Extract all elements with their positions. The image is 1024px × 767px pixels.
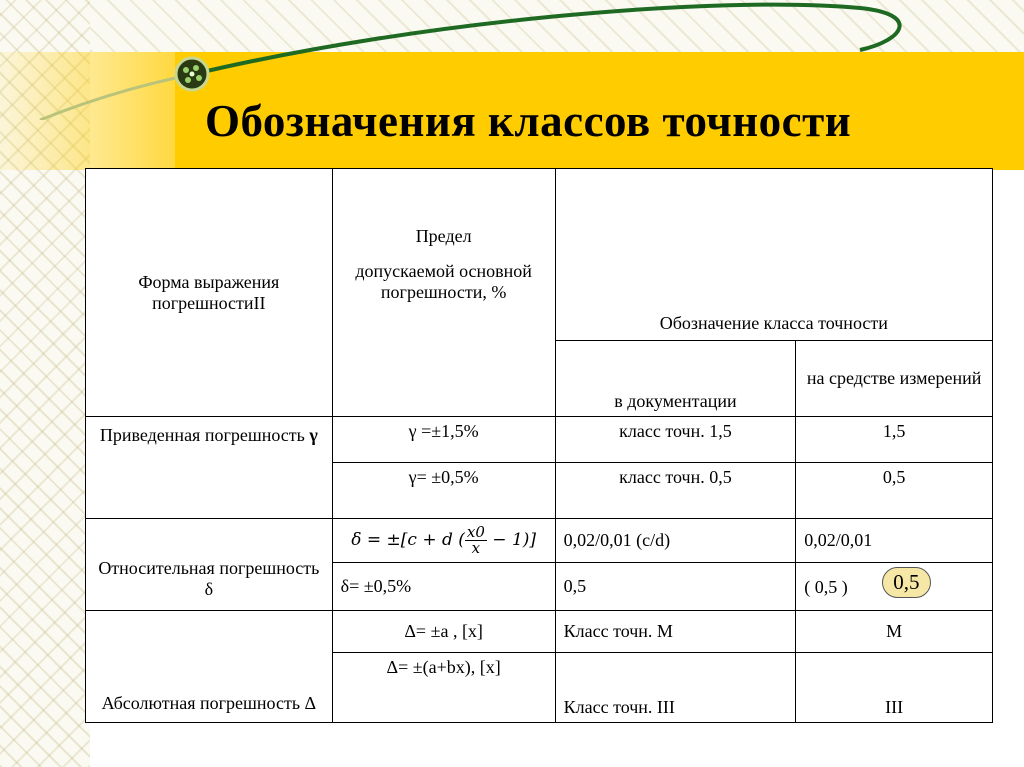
absolute-label: Абсолютная погрешность (101, 693, 301, 713)
relative-doc-1: 0,02/0,01 (c/d) (555, 519, 796, 563)
formula-fraction (465, 525, 487, 556)
relative-label-cell (86, 519, 333, 611)
relative-symbol: δ (204, 579, 214, 599)
absolute-limit-1: Δ= ±a , [x] (332, 611, 555, 653)
header-designation-text: Обозначение класса точности (659, 313, 888, 333)
formula-right: − 1)] (486, 530, 537, 550)
reduced-limit-2: γ= ±0,5% (332, 463, 555, 519)
header-limit (332, 169, 555, 417)
formula-denominator: x (471, 539, 481, 557)
formula-numerator: x0 (466, 523, 485, 541)
absolute-device-1: M (796, 611, 993, 653)
absolute-doc-2: Класс точн. III (555, 653, 796, 723)
formula-left: δ = ±[c + d ( (351, 530, 465, 550)
header-designation (555, 169, 992, 341)
header-limit-line1: Предел (415, 226, 472, 246)
reduced-label-cell (86, 417, 333, 519)
reduced-device-1: 1,5 (796, 417, 993, 463)
header-on-device: на средстве измерений (796, 341, 993, 417)
header-in-docs: в документации (555, 341, 796, 417)
absolute-symbol: Δ (304, 693, 317, 713)
absolute-device-2: III (796, 653, 993, 723)
reduced-limit-1: γ =±1,5% (332, 417, 555, 463)
relative-formula (332, 519, 555, 563)
absolute-label-cell (86, 611, 333, 723)
reduced-device-2: 0,5 (796, 463, 993, 519)
reduced-doc-2: класс точн. 0,5 (555, 463, 796, 519)
relative-device-1: 0,02/0,01 (796, 519, 993, 563)
title-band-fade (0, 52, 175, 170)
relative-formula-expression (351, 523, 537, 557)
accuracy-class-table (85, 168, 993, 723)
circled-marking: 0,5 (882, 567, 930, 598)
relative-device-2-value: ( 0,5 ) (804, 577, 848, 597)
reduced-symbol: γ (309, 425, 318, 445)
absolute-doc-1: Класс точн. M (555, 611, 796, 653)
slide-title: Обозначения классов точности (205, 96, 852, 146)
header-limit-line2: допускаемой основной погрешности, % (355, 261, 532, 302)
background-pattern-top (0, 0, 1024, 52)
reduced-label: Приведенная погрешность (99, 425, 305, 445)
absolute-limit-2: Δ= ±(a+bx), [x] (332, 653, 555, 723)
header-form-text: Форма выражения погрешностиII (138, 271, 280, 313)
header-form (86, 169, 333, 417)
relative-doc-2: 0,5 (555, 563, 796, 611)
relative-label: Относительная погрешность (98, 558, 320, 578)
relative-limit-2: δ= ±0,5% (332, 563, 555, 611)
reduced-doc-1: класс точн. 1,5 (555, 417, 796, 463)
relative-device-2 (796, 563, 993, 611)
